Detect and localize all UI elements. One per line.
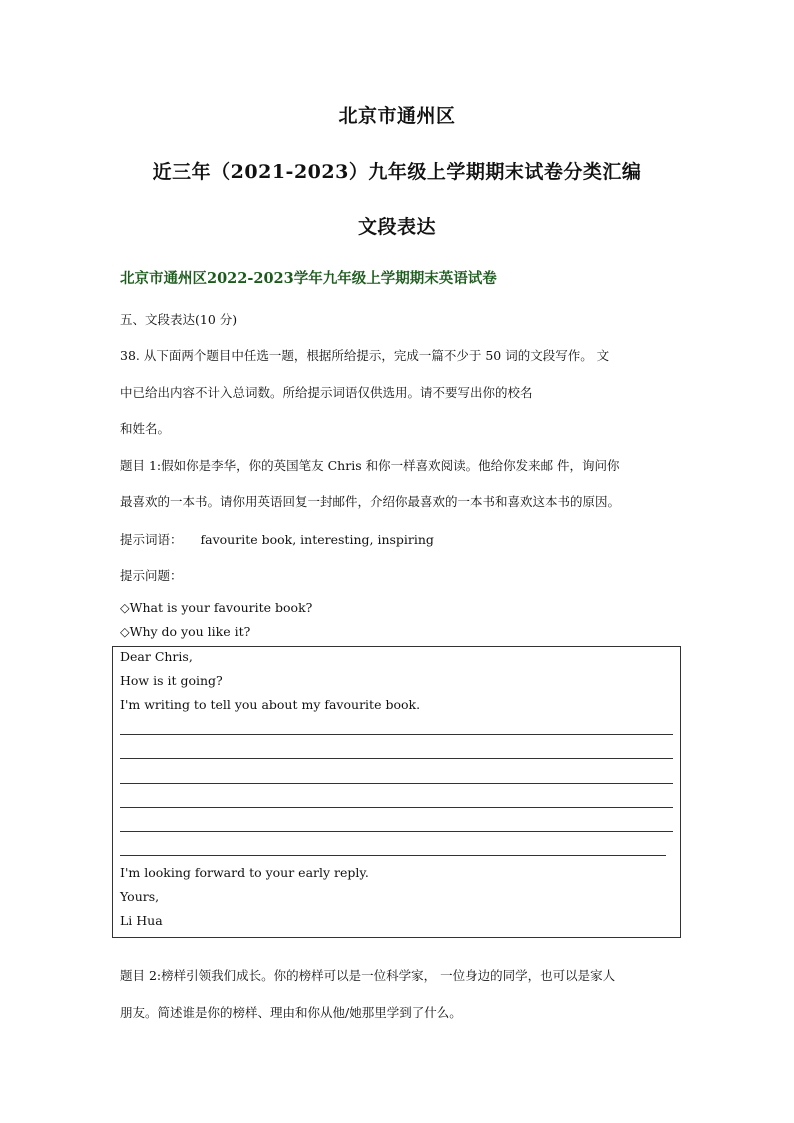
letter-greeting: Dear Chris, [120, 649, 193, 664]
topic1-line-2: 最喜欢的一本书。请你用英语回复一封邮件，介绍你最喜欢的一本书和喜欢这本书的原因。 [120, 494, 621, 509]
topic2-line-1: 题目 2:榜样引领我们成长。你的榜样可以是一位科学家， 一位身边的同学，也可以是家人 [120, 968, 616, 983]
instruction-line-2: 中已给出内容不计入总词数。所给提示词语仅供选用。请不要写出你的校名 [120, 385, 533, 400]
hint-words-label: 提示词语： [120, 532, 183, 547]
instruction-line-1: 38. 从下面两个题目中任选一题，根据所给提示，完成一篇不少于 50 词的文段写作。 文 [120, 348, 610, 363]
document-title-collection: 近三年（2021-2023）九年级上学期期末试卷分类汇编 [152, 161, 642, 183]
hint-question-1: ◇What is your favourite book? [120, 600, 313, 615]
document-title-region: 北京市通州区 [338, 105, 456, 127]
exam-subtitle: 北京市通州区2022-2023学年九年级上学期期末英语试卷 [120, 270, 497, 287]
letter-intro: I'm writing to tell you about my favourite book. [120, 697, 421, 712]
topic2-line-2: 朋友。简述谁是你的榜样、理由和你从他/她那里学到了什么。 [120, 1005, 462, 1020]
letter-signature: Li Hua [120, 913, 163, 928]
document-title-category: 文段表达 [357, 216, 436, 238]
hint-questions-label: 提示问题： [120, 568, 183, 583]
letter-sign-off: Yours, [120, 889, 160, 904]
topic1-line-1: 题目 1:假如你是李华，你的英国笔友 Chris 和你一样喜欢阅读。他给你发来邮 件，询问你 [120, 458, 620, 473]
letter-opening: How is it going? [120, 673, 223, 688]
writing-line [120, 855, 666, 856]
letter-closing: I'm looking forward to your early reply. [120, 865, 369, 880]
hint-question-2: ◇Why do you like it? [120, 624, 251, 639]
writing-line [120, 758, 673, 759]
writing-line [120, 734, 673, 735]
instruction-line-3: 和姓名。 [120, 421, 171, 436]
letter-template-box [112, 646, 681, 938]
hint-words-row [120, 530, 434, 548]
writing-line [120, 831, 673, 832]
section-heading: 五、文段表达(10 分) [120, 312, 238, 327]
hint-words: favourite book, interesting, inspiring [200, 532, 434, 547]
writing-line [120, 783, 673, 784]
writing-line [120, 807, 673, 808]
